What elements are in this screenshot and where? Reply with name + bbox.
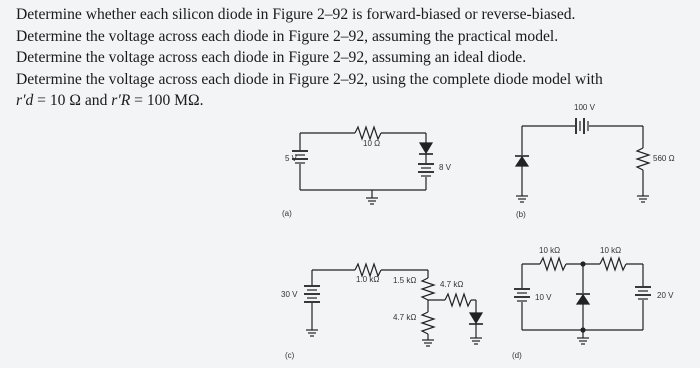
question-4: Determine the voltage across each diode in Figure 2–92, using the complete diode model with [16,70,603,88]
label-a-resistor: 10 Ω [363,139,381,148]
resistor-c4 [422,312,434,334]
resistor-c2 [422,278,434,300]
label-c-r4: 4.7 kΩ [393,313,417,322]
label-d-r2: 10 kΩ [600,246,622,255]
label-c: (c) [285,351,295,360]
label-b-source: 100 V [574,103,595,112]
label-c-r3: 4.7 kΩ [440,280,464,289]
diode-a [420,143,432,153]
label-a-source: 5 V [285,154,298,163]
label-d: (d) [512,351,522,360]
label-d-r1: 10 kΩ [539,246,561,255]
label-a-source2: 8 V [439,163,452,172]
resistor-d2 [600,258,626,270]
label-c-r1: 1.0 kΩ [356,275,380,284]
question-3: Determine the voltage across each diode in Figure 2–92, assuming an ideal diode. [16,49,527,66]
label-c-r2: 1.5 kΩ [393,276,417,285]
label-d-source2: 20 V [657,291,674,300]
diode-d [577,295,589,304]
resistor-d1 [540,258,566,270]
rd-value: = 10 Ω and [33,92,112,109]
rd-symbol: r′d [16,92,34,109]
label-a: (a) [282,209,292,218]
question-1: Determine whether each silicon diode in Figure 2–92 is forward-biased or reverse-biased. [16,6,576,23]
resistor-b [637,148,649,170]
diode-c [470,313,482,323]
diode-b [516,157,528,166]
label-b-resistor: 560 Ω [653,154,675,163]
question-2: Determine the voltage across each diode in Figure 2–92, assuming the practical model. [16,27,559,45]
label-b: (b) [516,210,526,219]
resistor-a [355,127,381,139]
rr-symbol: r′R [111,92,131,109]
rr-value: = 100 MΩ. [130,92,204,109]
resistor-c3 [445,294,471,306]
label-c-source: 30 V [281,290,298,299]
label-d-source1: 10 V [535,293,552,302]
circuit-b [515,118,649,202]
